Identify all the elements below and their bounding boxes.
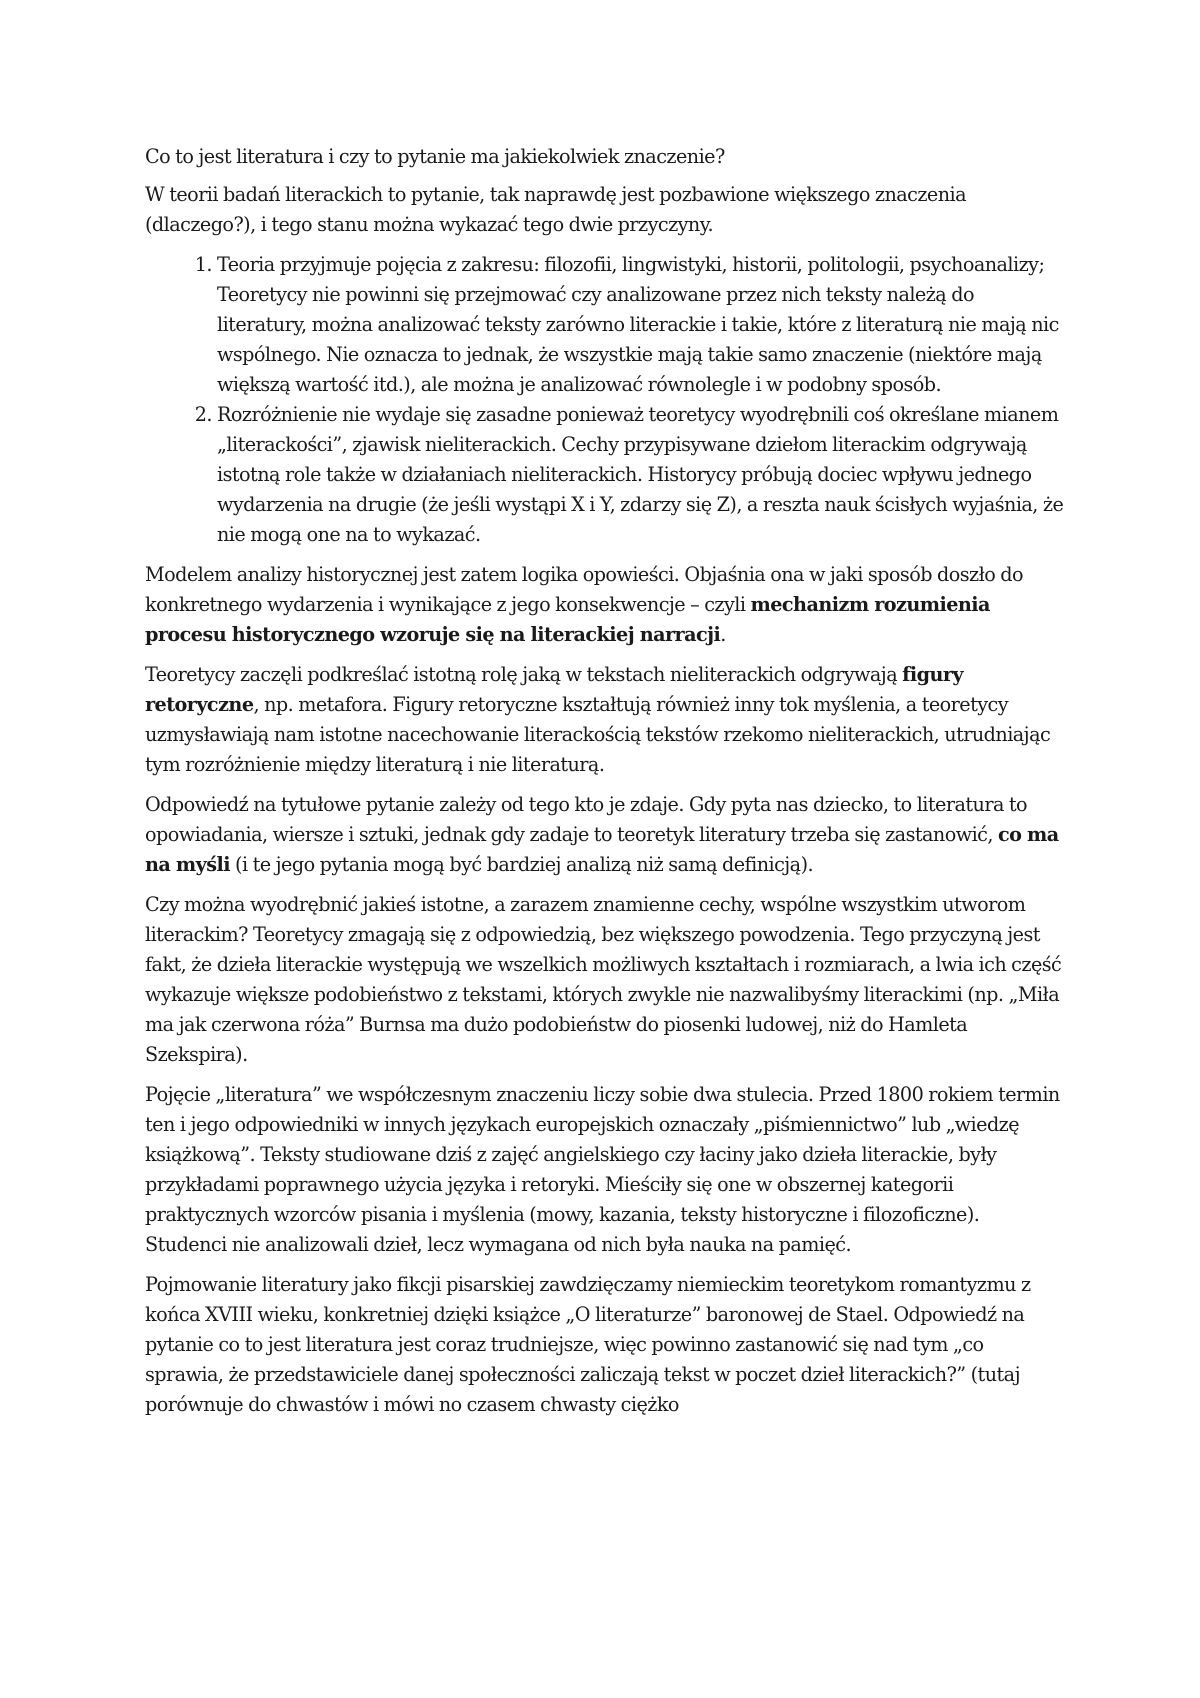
paragraph-pojmowanie: Pojmowanie literatury jako fikcji pisarskiej zawdzięczamy niemieckim teoretykom romantyzmu z końca XVIII wieku, konkretniej dzięki książce „O literaturze” baronowej de Stael. Odpowiedź na pytanie co to jest literatura jest coraz trudniejsze, więc powinno zastanowić się nad tym „co sprawia, że przedstawiciele danej społeczności zaliczają tekst w poczet dzieł literackich?” (tutaj porównuje do chwastów i mówi no czasem chwasty ciężko xyxy=(145,1273,1031,1416)
paragraph-text: (i te jego pytania mogą być bardziej analizą niż samą definicją). xyxy=(230,853,814,876)
paragraph-odpowiedz xyxy=(145,790,1065,880)
list-item: 1. Teoria przyjmuje pojęcia z zakresu: filozofii, lingwistyki, historii, politologii, psychoanalizy; Teoretycy nie powinni się przejmować czy analizowane przez nich teksty należą do literatury, można analizować teksty zarówno literackie i takie, które z literaturą nie mają nic wspólnego. Nie oznacza to jednak, że wszystkie mają takie samo znaczenie (niektóre mają większą wartość itd.), ale można je analizować równolegle i w podobny sposób. xyxy=(217,250,1065,400)
bold-phrase: figury retoryczne xyxy=(145,663,964,716)
paragraph-text: Teoretycy zaczęli podkreślać istotną rolę jaką w tekstach nieliterackich odgrywają xyxy=(145,663,903,686)
intro-paragraph: W teorii badań literackich to pytanie, tak naprawdę jest pozbawione większego znaczenia (dlaczego?), i tego stanu można wykazać tego dwie przyczyny. xyxy=(145,183,966,236)
paragraph-text: . xyxy=(720,623,726,646)
paragraph-text: Odpowiedź na tytułowe pytanie zależy od tego kto je zdaje. Gdy pyta nas dziecko, to literatura to opowiadania, wiersze i sztuki, jednak gdy zadaje to teoretyk literatury trzeba się zastanowić, xyxy=(145,793,1028,846)
document-page xyxy=(145,142,1065,1430)
bold-phrase: mechanizm rozumienia procesu historycznego wzoruje się na literackiej narracji xyxy=(145,593,990,646)
paragraph-figury-retoryczne xyxy=(145,660,1065,780)
paragraph-text: Modelem analizy historycznej jest zatem logika opowieści. Objaśnia ona w jaki sposób doszło do konkretnego wydarzenia i wynikające z jego konsekwencje – czyli xyxy=(145,563,1024,616)
paragraph-text: , np. metafora. Figury retoryczne kształtują również inny tok myślenia, a teoretycy uzmysławiają nam istotne nacechowanie literackością tekstów rzekomo nieliterackich, utrudniając tym rozróżnienie między literaturą i nie literaturą. xyxy=(145,693,1051,776)
bold-phrase: co ma na myśli xyxy=(145,823,1059,876)
paragraph-pojecie-literatura: Pojęcie „literatura” we współczesnym znaczeniu liczy sobie dwa stulecia. Przed 1800 rokiem termin ten i jego odpowiedniki w innych językach europejskich oznaczały „piśmiennictwo” lub „wiedzę książkową”. Teksty studiowane dziś z zajęć angielskiego czy łaciny jako dzieła literackie, były przykładami poprawnego użycia języka i retoryki. Mieściły się one w obszernej kategorii praktycznych wzorców pisania i myślenia (mowy, kazania, teksty historyczne i filozoficzne). Studenci nie analizowali dzieł, lecz wymagana od nich była nauka na pamięć. xyxy=(145,1083,1060,1256)
reasons-list xyxy=(145,250,1065,550)
list-item: 2. Rozróżnienie nie wydaje się zasadne ponieważ teoretycy wyodrębnili coś określane mianem „literackości”, zjawisk nieliterackich. Cechy przypisywane dziełom literackim odgrywają istotną role także w działaniach nieliterackich. Historycy próbują dociec wpływu jednego wydarzenia na drugie (że jeśli wystąpi X i Y, zdarzy się Z), a reszta nauk ścisłych wyjaśnia, że nie mogą one na to wykazać. xyxy=(217,400,1065,550)
paragraph-cechy: Czy można wyodrębnić jakieś istotne, a zarazem znamienne cechy, wspólne wszystkim utworom literackim? Teoretycy zmagają się z odpowiedzią, bez większego powodzenia. Tego przyczyną jest fakt, że dzieła literackie występują we wszelkich możliwych kształtach i rozmiarach, a lwia ich część wykazuje większe podobieństwo z tekstami, których zwykle nie nazwalibyśmy literackimi (np. „Miła ma jak czerwona róża” Burnsa ma dużo podobieństw do piosenki ludowej, niż do Hamleta Szekspira). xyxy=(145,893,1062,1066)
paragraph-model-analizy xyxy=(145,560,1065,650)
document-title: Co to jest literatura i czy to pytanie ma jakiekolwiek znaczenie? xyxy=(145,145,725,168)
